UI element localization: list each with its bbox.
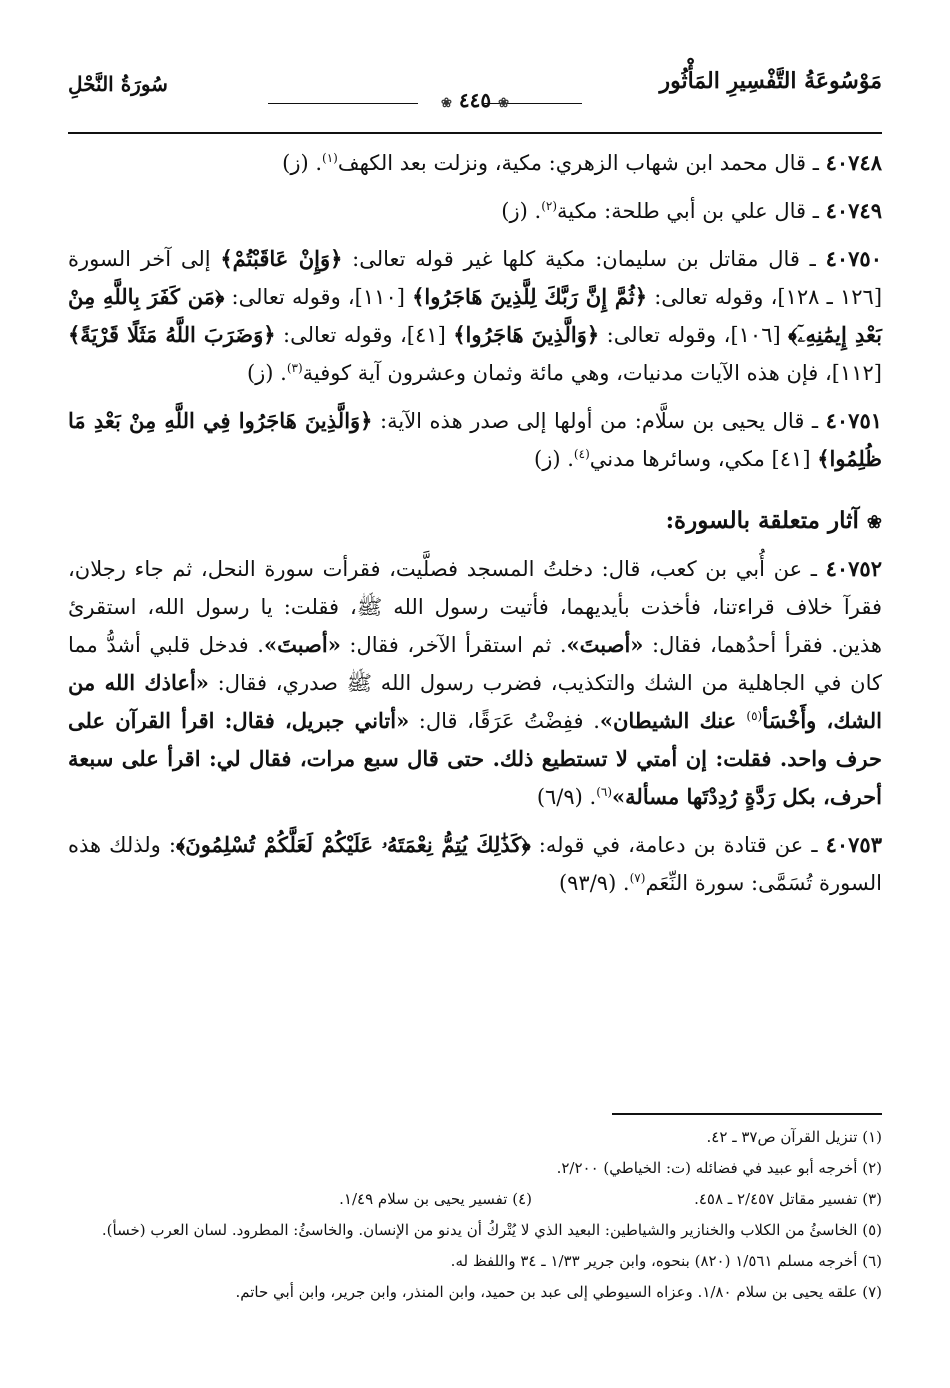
entry-text: [٤١]، وقوله تعالى:: [275, 323, 454, 347]
entry-40749: [68, 192, 882, 230]
entry-text: : ولذلك هذه السورة تُسَمَّى: سورة النِّعَم: [68, 833, 882, 895]
entry-number: ٤٠٧٤٨: [825, 150, 882, 175]
ornament-left-icon: ❀: [441, 96, 452, 111]
entry-text: . ففِضْتُ عَرَقًا، قال:: [409, 709, 600, 733]
footnote-ref[interactable]: (٥): [746, 709, 763, 723]
quran-quote: ﴿ثُمَّ إِنَّ رَبَّكَ لِلَّذِينَ هَاجَرُوا﴾: [412, 284, 648, 309]
footnote-6: (٦) أخرجه مسلم ١/٥٦١ (٨٢٠) بنحوه، وابن جرير ١/٣٣ ـ ٣٤ واللفظ له.: [450, 1252, 882, 1270]
entry-number: ٤٠٧٥١: [825, 408, 883, 433]
entry-number: ٤٠٧٥٣: [825, 832, 882, 857]
hadith-text: «أصبتَ»: [566, 632, 644, 657]
entry-text: . ثم استقرأ الآخر، فقال:: [340, 633, 567, 657]
entry-source: . (ز): [534, 447, 574, 471]
page-number-block: [425, 88, 525, 112]
entry-40748: [68, 144, 882, 182]
hadith-text: «أتاني جبريل، فقال: اقرأ القرآن على حرف واحد. فقلت: إن أمتي لا تستطيع ذلك. حتى قال سبع مرات، فقال لي: اقرأ على سبعة أحرف، بكل رَدَّةٍ رُدِدْتَها مسألة»: [68, 708, 882, 809]
entry-source: . (ز): [282, 151, 323, 175]
hadith-text: عنك الشيطان»: [599, 708, 747, 733]
entry-text: [١١٢]، فإن هذه الآيات مدنيات، وهي مائة وثمان وعشرون آية كوفية: [302, 361, 882, 385]
main-text: [68, 144, 882, 912]
book-title: مَوْسُوعَةُ التَّفْسِيرِ المَأْثُور: [659, 68, 882, 94]
entry-number: ٤٠٧٥٢: [825, 556, 882, 581]
footnote-ref[interactable]: (٦): [596, 785, 613, 799]
footnote-ref[interactable]: (٤): [573, 447, 590, 461]
entry-source: . (٩٣/٩): [558, 871, 630, 895]
section-heading: [68, 502, 882, 542]
quran-quote: ﴿وَضَرَبَ اللَّهُ مَثَلًا قَرْيَةً﴾: [68, 322, 276, 347]
entry-text: [١١٠]، وقوله تعالى:: [224, 285, 413, 309]
surah-title: سُورَةُ النَّحْلِ: [68, 72, 168, 96]
footnote-4: (٤) تفسير يحيى بن سلام ١/٤٩.: [339, 1190, 532, 1208]
entry-text: ـ عن أُبي بن كعب، قال: دخلتُ المسجد فصلَّيت، فقرأت سورة النحل، ثم جاء رجلان، فقرآ خلاف قراءتنا، فأخذت بأيديهما، فأتيت رسول الله ﷺ، فقلت: يا رسول الله، استقرئ هذين. فقرأ أحدُهما، فقال:: [68, 557, 882, 657]
entry-text: ـ قال يحيى بن سلَّام: من أولها إلى صدر هذه الآية:: [372, 409, 826, 433]
entry-text: ـ قال محمد ابن شهاب الزهري: مكية، ونزلت بعد الكهف: [337, 151, 826, 175]
ornament-right-icon: ❀: [498, 96, 509, 111]
footnote-ref[interactable]: (٣): [286, 361, 303, 375]
page: [68, 60, 882, 1360]
entry-source: . (٦/٩): [536, 785, 597, 809]
quran-quote: ﴿وَالَّذِينَ هَاجَرُوا فِي اللَّهِ مِنْ بَعْدِ مَا ظُلِمُوا﴾: [68, 408, 882, 471]
entry-text: [٤١] مكي، وسائرها مدني: [589, 447, 818, 471]
hadith-text: «أعاذك الله من الشك، وأَخْسَأ: [68, 670, 882, 733]
footnote-ref[interactable]: (٢): [541, 199, 558, 213]
page-number: ٤٤٥: [458, 88, 492, 112]
footnote-ref[interactable]: (٧): [629, 871, 646, 885]
entry-text: ـ قال علي بن أبي طلحة: مكية: [557, 199, 826, 223]
entry-text: ـ عن قتادة بن دعامة، في قوله:: [530, 833, 826, 857]
entry-text: ـ قال مقاتل بن سليمان: مكية كلها غير قوله تعالى:: [342, 247, 826, 271]
footnote-3: (٣) تفسير مقاتل ٢/٤٥٧ ـ ٤٥٨.: [694, 1190, 882, 1208]
footnote-separator: [612, 1113, 882, 1115]
quran-quote: ﴿وَإِنْ عَاقَبْتُمْ﴾: [220, 246, 343, 271]
entry-number: ٤٠٧٥٠: [825, 246, 882, 271]
footnote-1: (١) تنزيل القرآن ص٣٧ ـ ٤٢.: [706, 1128, 882, 1146]
section-heading-text: آثار متعلقة بالسورة:: [665, 507, 859, 534]
page-header: [68, 60, 882, 134]
header-rule-left: [268, 103, 418, 104]
footnote-7: (٧) علقه يحيى بن سلام ١/٨٠. وعزاه السيوطي إلى عبد بن حميد، وابن المنذر، وابن جرير، وابن أبي حاتم.: [235, 1283, 882, 1301]
quran-quote: ﴿كَذَٰلِكَ يُتِمُّ نِعْمَتَهُۥ عَلَيْكُمْ لَعَلَّكُمْ تُسْلِمُونَ﴾: [175, 832, 531, 857]
entry-40752: [68, 550, 882, 816]
entry-40753: [68, 826, 882, 902]
footnotes: [68, 1122, 882, 1308]
footnote-2: (٢) أخرجه أبو عبيد في فضائله (ت: الخياطي) ٢/٢٠٠.: [556, 1159, 882, 1177]
quran-quote: ﴿وَالَّذِينَ هَاجَرُوا﴾: [453, 322, 600, 347]
entry-text: . فدخل قلبي أشدُّ مما كان في الجاهلية من الشك والتكذيب، فضرب رسول الله ﷺ صدري، فقال:: [68, 633, 882, 695]
footnote-5: (٥) الخاسئُ من الكلاب والخنازير والشياطين: البعيد الذي لا يُتْركُ أن يدنو من الإنسان. والخاسئُ: المطرود. لسان العرب (خسأ).: [101, 1221, 882, 1239]
footnote-ref[interactable]: (١): [322, 151, 338, 165]
entry-text: [١٠٦]، وقوله تعالى:: [599, 323, 789, 347]
entry-source: . (ز): [501, 199, 542, 223]
quran-quote: ﴿مَن كَفَرَ بِاللَّهِ مِنْ بَعْدِ إِيمَٰنِهِۦٓ﴾: [68, 284, 882, 347]
hadith-text: «أصبتَ»: [263, 632, 341, 657]
entry-text: إلى آخر السورة [١٢٦ ـ ١٢٨]، وقوله تعالى:: [68, 247, 883, 309]
footnote-row: [68, 1184, 882, 1215]
entry-number: ٤٠٧٤٩: [825, 198, 882, 223]
flower-ornament-icon: ❀: [866, 512, 882, 533]
entry-source: . (ز): [246, 361, 287, 385]
entry-40751: [68, 402, 882, 478]
entry-40750: [68, 240, 882, 392]
